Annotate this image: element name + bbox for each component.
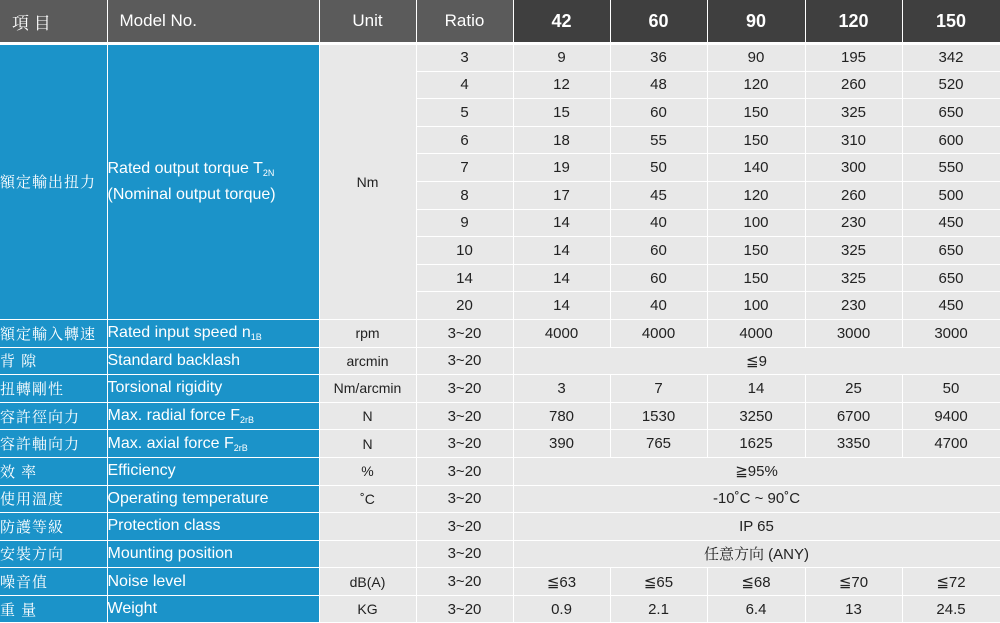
value-cell: 6.4	[707, 595, 805, 623]
header-item: 項 目	[0, 0, 107, 44]
value-cell: 342	[902, 44, 1000, 72]
value-cell: 550	[902, 154, 1000, 182]
value-cell: 19	[513, 154, 610, 182]
spec-unit: rpm	[319, 319, 416, 347]
value-cell: 600	[902, 126, 1000, 154]
value-cell: 3	[513, 375, 610, 403]
value-cell: 1625	[707, 430, 805, 458]
spec-label-zh: 噪音值	[0, 568, 107, 596]
value-cell: 1530	[610, 402, 707, 430]
value-cell: 260	[805, 181, 902, 209]
value-cell: 14	[707, 375, 805, 403]
value-cell: 120	[707, 181, 805, 209]
value-cell: 14	[513, 209, 610, 237]
spec-label-zh: 重 量	[0, 595, 107, 623]
header-size-60: 60	[610, 0, 707, 44]
ratio-cell: 8	[416, 181, 513, 209]
value-cell: 50	[610, 154, 707, 182]
spanned-value-cell: 任意方向 (ANY)	[513, 540, 1000, 568]
ratio-cell: 3~20	[416, 540, 513, 568]
value-cell: 6700	[805, 402, 902, 430]
value-cell: 780	[513, 402, 610, 430]
value-cell: 15	[513, 99, 610, 127]
spec-label-en: Protection class	[107, 513, 319, 541]
value-cell: 150	[707, 237, 805, 265]
spec-row	[0, 485, 1000, 513]
value-cell: 650	[902, 237, 1000, 265]
value-cell: 9400	[902, 402, 1000, 430]
spec-label-en: Standard backlash	[107, 347, 319, 375]
value-cell: 4000	[513, 319, 610, 347]
ratio-cell: 10	[416, 237, 513, 265]
ratio-cell: 3~20	[416, 568, 513, 596]
spec-unit: Nm/arcmin	[319, 375, 416, 403]
value-cell: 14	[513, 292, 610, 320]
header-unit: Unit	[319, 0, 416, 44]
value-cell: 150	[707, 264, 805, 292]
value-cell: 325	[805, 237, 902, 265]
spec-label-zh: 安裝方向	[0, 540, 107, 568]
value-cell: 500	[902, 181, 1000, 209]
value-cell: 7	[610, 375, 707, 403]
value-cell: 4000	[707, 319, 805, 347]
spec-unit	[319, 513, 416, 541]
spec-unit: N	[319, 430, 416, 458]
value-cell: 195	[805, 44, 902, 72]
value-cell: 50	[902, 375, 1000, 403]
ratio-cell: 4	[416, 71, 513, 99]
value-cell: 120	[707, 71, 805, 99]
spanned-value-cell: -10˚C ~ 90˚C	[513, 485, 1000, 513]
value-cell: 55	[610, 126, 707, 154]
ratio-cell: 3~20	[416, 402, 513, 430]
spec-row	[0, 430, 1000, 458]
spec-label-zh: 扭轉剛性	[0, 375, 107, 403]
spec-unit: ˚C	[319, 485, 416, 513]
ratio-cell: 7	[416, 154, 513, 182]
value-cell: 390	[513, 430, 610, 458]
ratio-cell: 5	[416, 99, 513, 127]
spec-label-en: Weight	[107, 595, 319, 623]
header-size-150: 150	[902, 0, 1000, 44]
spec-label-en: Operating temperature	[107, 485, 319, 513]
value-cell: 3250	[707, 402, 805, 430]
spanned-value-cell: IP 65	[513, 513, 1000, 541]
spec-unit: %	[319, 457, 416, 485]
header-size-42: 42	[513, 0, 610, 44]
value-cell: ≦63	[513, 568, 610, 596]
value-cell: 40	[610, 209, 707, 237]
spec-row	[0, 347, 1000, 375]
value-cell: 300	[805, 154, 902, 182]
spec-row	[0, 568, 1000, 596]
ratio-cell: 3~20	[416, 513, 513, 541]
value-cell: 0.9	[513, 595, 610, 623]
spec-unit: arcmin	[319, 347, 416, 375]
value-cell: 14	[513, 264, 610, 292]
value-cell: 48	[610, 71, 707, 99]
header-size-120: 120	[805, 0, 902, 44]
value-cell: 14	[513, 237, 610, 265]
ratio-cell: 6	[416, 126, 513, 154]
spec-label-zh: 效 率	[0, 457, 107, 485]
spec-label-en: Efficiency	[107, 457, 319, 485]
spec-row	[0, 319, 1000, 347]
ratio-cell: 14	[416, 264, 513, 292]
spec-row	[0, 375, 1000, 403]
value-cell: 450	[902, 292, 1000, 320]
value-cell: ≦70	[805, 568, 902, 596]
ratio-cell: 20	[416, 292, 513, 320]
value-cell: 325	[805, 99, 902, 127]
value-cell: 3000	[805, 319, 902, 347]
value-cell: 650	[902, 99, 1000, 127]
header-row	[0, 0, 1000, 44]
torque-label-zh: 額定輸出扭力	[0, 44, 107, 320]
value-cell: 230	[805, 209, 902, 237]
spec-row	[0, 540, 1000, 568]
header-model-no: Model No.	[107, 0, 319, 44]
value-cell: ≦68	[707, 568, 805, 596]
value-cell: 60	[610, 99, 707, 127]
spec-unit: dB(A)	[319, 568, 416, 596]
header-ratio: Ratio	[416, 0, 513, 44]
ratio-cell: 3	[416, 44, 513, 72]
spec-label-en: Max. axial force $F_{2rB}$	[107, 430, 319, 458]
value-cell: 40	[610, 292, 707, 320]
spec-row	[0, 513, 1000, 541]
ratio-cell: 3~20	[416, 430, 513, 458]
value-cell: 4700	[902, 430, 1000, 458]
value-cell: 45	[610, 181, 707, 209]
header-size-90: 90	[707, 0, 805, 44]
value-cell: 3350	[805, 430, 902, 458]
value-cell: 150	[707, 99, 805, 127]
value-cell: 90	[707, 44, 805, 72]
spec-label-zh: 容許軸向力	[0, 430, 107, 458]
value-cell: 24.5	[902, 595, 1000, 623]
spec-label-zh: 容許徑向力	[0, 402, 107, 430]
value-cell: 310	[805, 126, 902, 154]
value-cell: 520	[902, 71, 1000, 99]
spec-unit: KG	[319, 595, 416, 623]
spec-row	[0, 402, 1000, 430]
value-cell: 100	[707, 209, 805, 237]
value-cell: 325	[805, 264, 902, 292]
value-cell: ≦72	[902, 568, 1000, 596]
value-cell: 450	[902, 209, 1000, 237]
value-cell: 140	[707, 154, 805, 182]
spanned-value-cell: ≦9	[513, 347, 1000, 375]
value-cell: 12	[513, 71, 610, 99]
torque-row	[0, 44, 1000, 72]
spec-label-zh: 額定輸入轉速	[0, 319, 107, 347]
ratio-cell: 3~20	[416, 347, 513, 375]
value-cell: ≦65	[610, 568, 707, 596]
torque-label-en: Rated output torque $T_{2N}$ (Nominal output torque)	[107, 44, 319, 320]
value-cell: 260	[805, 71, 902, 99]
value-cell: 60	[610, 237, 707, 265]
value-cell: 25	[805, 375, 902, 403]
ratio-cell: 9	[416, 209, 513, 237]
spec-unit: N	[319, 402, 416, 430]
value-cell: 4000	[610, 319, 707, 347]
spec-label-en: Noise level	[107, 568, 319, 596]
value-cell: 230	[805, 292, 902, 320]
ratio-cell: 3~20	[416, 319, 513, 347]
value-cell: 150	[707, 126, 805, 154]
spec-row	[0, 595, 1000, 623]
value-cell: 36	[610, 44, 707, 72]
spec-row	[0, 457, 1000, 485]
spec-label-zh: 使用溫度	[0, 485, 107, 513]
value-cell: 17	[513, 181, 610, 209]
value-cell: 60	[610, 264, 707, 292]
ratio-cell: 3~20	[416, 457, 513, 485]
ratio-cell: 3~20	[416, 375, 513, 403]
spec-label-en: Torsional rigidity	[107, 375, 319, 403]
ratio-cell: 3~20	[416, 595, 513, 623]
value-cell: 13	[805, 595, 902, 623]
value-cell: 650	[902, 264, 1000, 292]
spec-label-en: Mounting position	[107, 540, 319, 568]
spec-label-zh: 防護等級	[0, 513, 107, 541]
spanned-value-cell: ≧95%	[513, 457, 1000, 485]
spec-label-en: Max. radial force $F_{2rB}$	[107, 402, 319, 430]
spec-label-zh: 背 隙	[0, 347, 107, 375]
torque-unit: Nm	[319, 44, 416, 320]
value-cell: 100	[707, 292, 805, 320]
value-cell: 18	[513, 126, 610, 154]
spec-label-en: Rated input speed $n_{1B}$	[107, 319, 319, 347]
ratio-cell: 3~20	[416, 485, 513, 513]
value-cell: 9	[513, 44, 610, 72]
spec-unit	[319, 540, 416, 568]
value-cell: 2.1	[610, 595, 707, 623]
value-cell: 3000	[902, 319, 1000, 347]
value-cell: 765	[610, 430, 707, 458]
